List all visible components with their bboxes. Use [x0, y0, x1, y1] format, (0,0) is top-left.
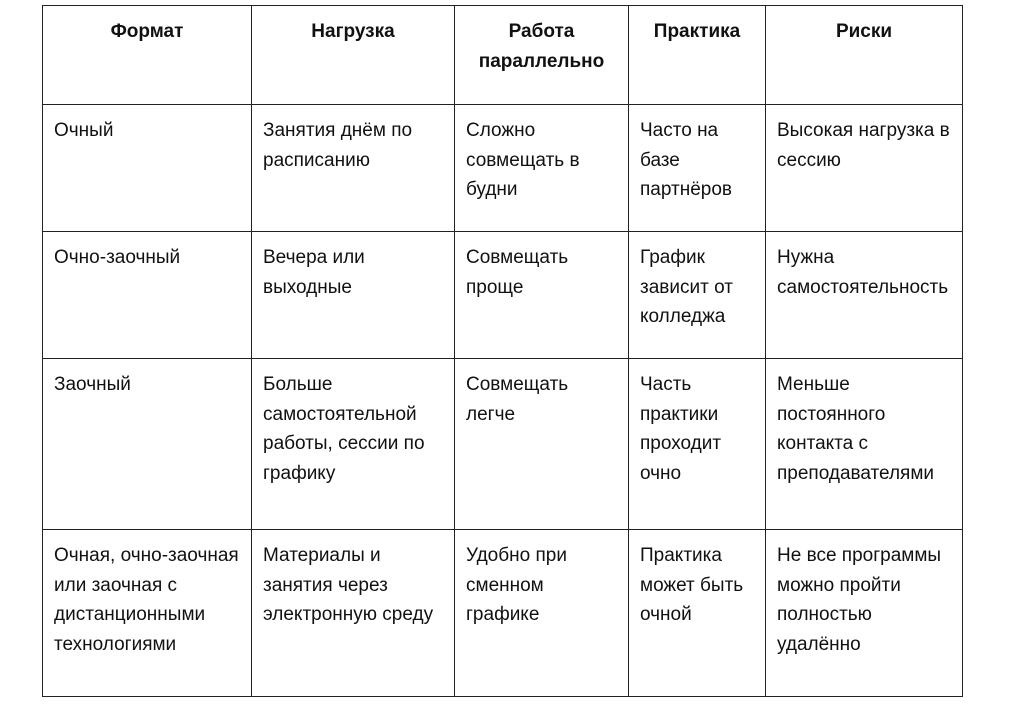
- cell-risks: Меньше постоянного контакта с преподавателями: [766, 359, 963, 530]
- education-format-comparison-table: [42, 5, 963, 697]
- table-row: [43, 105, 963, 232]
- cell-practice: Часть практики проходит очно: [629, 359, 766, 530]
- cell-parallel-work: Сложно совмещать в будни: [455, 105, 629, 232]
- cell-workload: Материалы и занятия через электронную среду: [252, 530, 455, 697]
- cell-format: Очная, очно-заочная или заочная с дистанционными технологиями: [43, 530, 252, 697]
- table-row: [43, 232, 963, 359]
- cell-workload: Больше самостоятельной работы, сессии по графику: [252, 359, 455, 530]
- cell-format: Очно-заочный: [43, 232, 252, 359]
- table-row: [43, 359, 963, 530]
- cell-practice: График зависит от колледжа: [629, 232, 766, 359]
- header-risks: Риски: [766, 6, 963, 105]
- header-format: Формат: [43, 6, 252, 105]
- comparison-table-container: [42, 5, 963, 697]
- cell-format: Заочный: [43, 359, 252, 530]
- cell-risks: Не все программы можно пройти полностью удалённо: [766, 530, 963, 697]
- header-practice: Практика: [629, 6, 766, 105]
- cell-parallel-work: Совмещать легче: [455, 359, 629, 530]
- cell-workload: Занятия днём по расписанию: [252, 105, 455, 232]
- cell-parallel-work: Удобно при сменном графике: [455, 530, 629, 697]
- table-header-row: [43, 6, 963, 105]
- table-row: [43, 530, 963, 697]
- cell-risks: Высокая нагрузка в сессию: [766, 105, 963, 232]
- cell-format: Очный: [43, 105, 252, 232]
- cell-practice: Часто на базе партнёров: [629, 105, 766, 232]
- cell-workload: Вечера или выходные: [252, 232, 455, 359]
- header-parallel-work: Работа параллельно: [455, 6, 629, 105]
- header-workload: Нагрузка: [252, 6, 455, 105]
- cell-parallel-work: Совмещать проще: [455, 232, 629, 359]
- cell-practice: Практика может быть очной: [629, 530, 766, 697]
- cell-risks: Нужна самостоятельность: [766, 232, 963, 359]
